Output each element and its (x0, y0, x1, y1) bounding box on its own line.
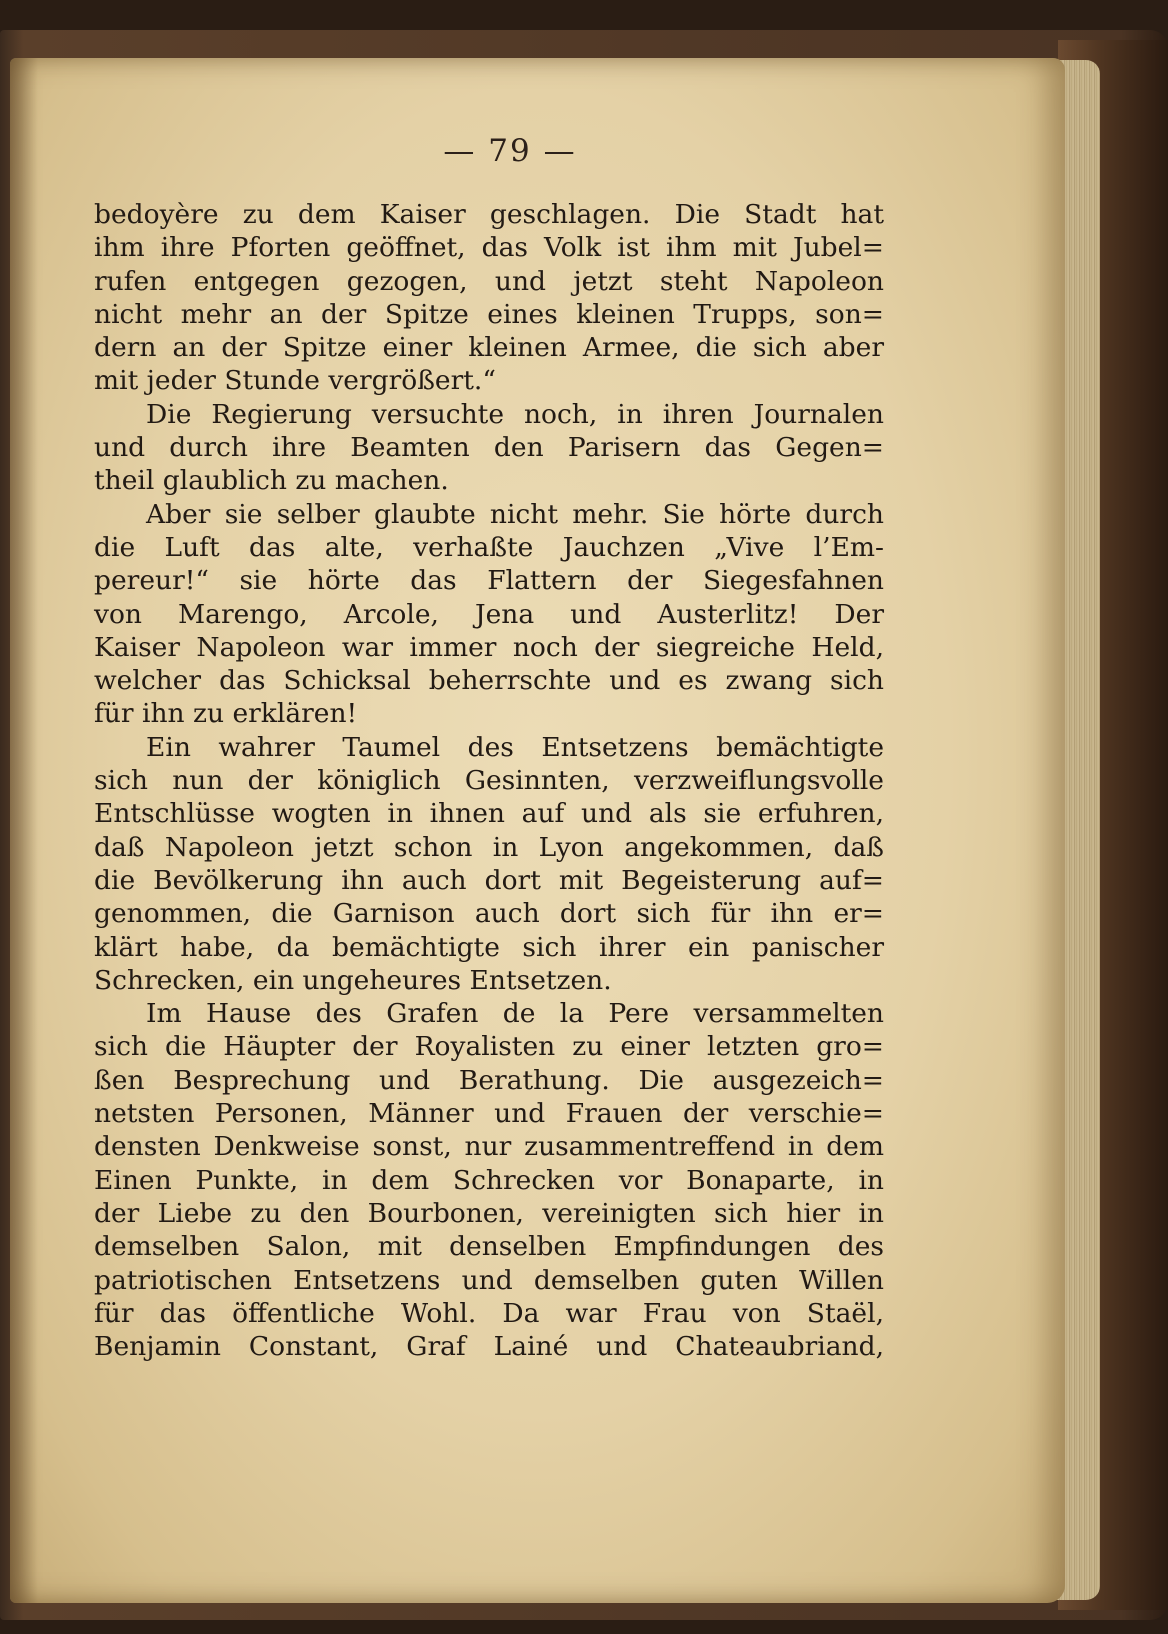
text-line: genommen, die Garnison auch dort sich für ihn er= (94, 898, 884, 930)
spine-shadow (10, 58, 38, 1603)
body-text (94, 198, 884, 1363)
text-line: Aber sie selber glaubte nicht mehr. Sie hörte durch (146, 498, 884, 530)
text-line: mit jeder Stunde vergrößert.“ (94, 365, 496, 397)
text-line: die Luft das alte, verhaßte Jauchzen „Vive l’Em- (94, 531, 884, 563)
text-line: sich die Häupter der Royalisten zu einer letzten gro= (94, 1031, 884, 1063)
text-line: ihm ihre Pforten geöffnet, das Volk ist ihm mit Jubel= (94, 232, 884, 264)
text-line: daß Napoleon jetzt schon in Lyon angekommen, daß (94, 831, 884, 863)
text-line: Ein wahrer Taumel des Entsetzens bemächtigte (146, 731, 884, 763)
text-line: Entschlüsse wogten in ihnen auf und als sie erfuhren, (94, 798, 884, 830)
book-page (10, 58, 1065, 1603)
text-line: demselben Salon, mit denselben Empfindungen des (94, 1231, 884, 1263)
text-line: für ihn zu erklären! (94, 698, 358, 730)
text-line: und durch ihre Beamten den Parisern das Gegen= (94, 432, 884, 464)
text-line: netsten Personen, Männer und Frauen der verschie= (94, 1098, 884, 1130)
text-line: Die Regierung versuchte noch, in ihren Journalen (146, 398, 884, 430)
text-line: die Bevölkerung ihn auch dort mit Begeisterung auf= (94, 864, 884, 896)
text-line: bedoyère zu dem Kaiser geschlagen. Die Stadt hat (94, 199, 884, 230)
text-line: dern an der Spitze einer kleinen Armee, die sich aber (94, 332, 884, 364)
text-line: ßen Besprechung und Berathung. Die ausgezeich= (94, 1064, 884, 1096)
page-number: — 79 — (443, 133, 577, 169)
text-line: Kaiser Napoleon war immer noch der siegreiche Held, (94, 631, 884, 663)
text-line: klärt habe, da bemächtigte sich ihrer ein panischer (94, 931, 884, 963)
text-line: nicht mehr an der Spitze eines kleinen Trupps, son= (94, 298, 884, 330)
text-line: pereur!“ sie hörte das Flattern der Siegesfahnen (94, 565, 884, 597)
text-line: Schrecken, ein ungeheures Entsetzen. (94, 964, 612, 996)
text-line: patriotischen Entsetzens und demselben guten Willen (94, 1264, 884, 1296)
text-line: densten Denkweise sonst, nur zusammentreffend in dem (94, 1131, 884, 1163)
text-line: rufen entgegen gezogen, und jetzt steht Napoleon (94, 265, 884, 297)
text-line: sich nun der königlich Gesinnten, verzweiflungsvolle (94, 765, 884, 797)
text-line: Benjamin Constant, Graf Lainé und Chateaubriand, (94, 1331, 884, 1363)
text-line: theil glaublich zu machen. (94, 465, 449, 497)
text-line: von Marengo, Arcole, Jena und Austerlitz! Der (94, 598, 884, 630)
text-line: der Liebe zu den Bourbonen, vereinigten sich hier in (94, 1197, 884, 1229)
text-line: welcher das Schicksal beherrschte und es zwang sich (94, 665, 884, 697)
text-line: Im Hause des Grafen de la Pere versammelten (146, 998, 884, 1030)
text-line: für das öffentliche Wohl. Da war Frau von Staël, (94, 1297, 884, 1329)
text-line: Einen Punkte, in dem Schrecken vor Bonaparte, in (94, 1164, 884, 1196)
